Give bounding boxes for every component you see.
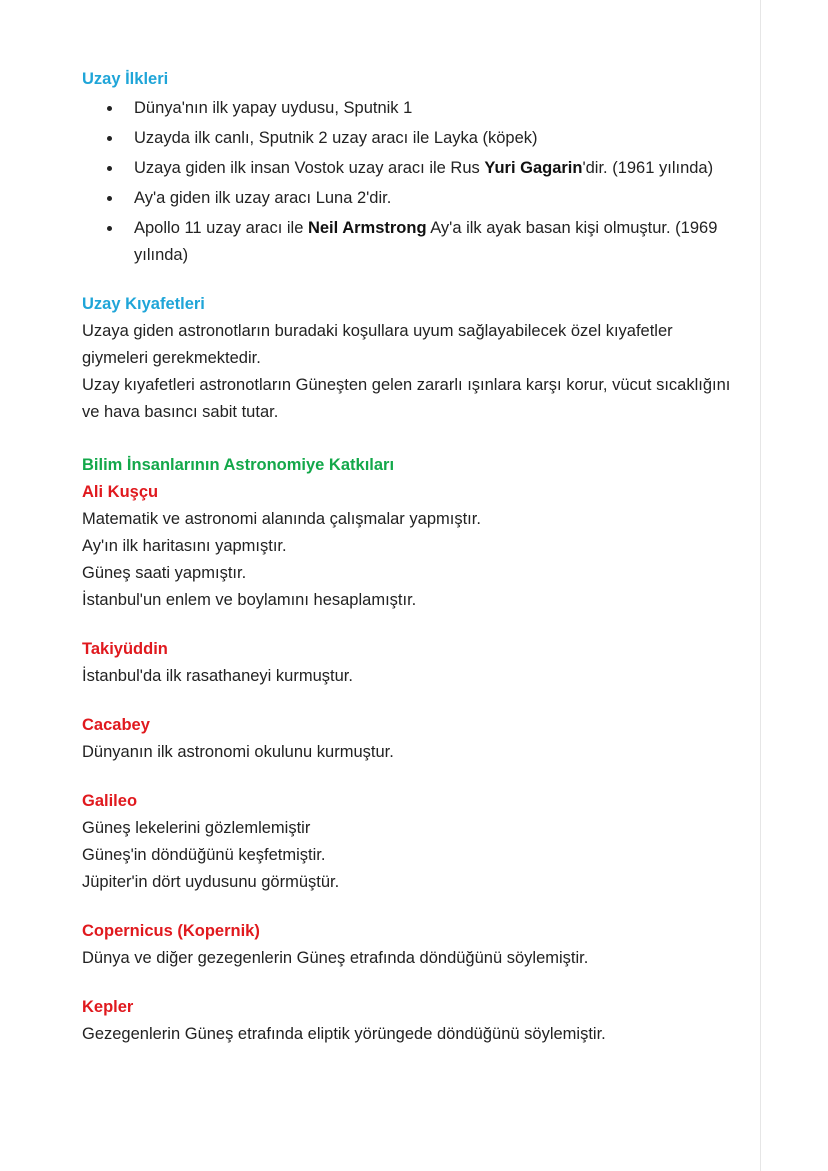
paragraph: Uzaya giden astronotların buradaki koşullara uyum sağlayabilecek özel kıyafetler giymeleri gerekmektedir. xyxy=(82,322,673,367)
section-title-uzay-kiyafetleri: Uzay Kıyafetleri xyxy=(82,295,205,313)
list-item: Uzaya giden ilk insan Vostok uzay aracı ile Rus Yuri Gagarin'dir. (1961 yılında) xyxy=(134,155,742,182)
scientist-line: Güneş'in döndüğünü keşfetmiştir. xyxy=(82,846,326,864)
section-title-bilim: Bilim İnsanlarının Astronomiye Katkıları xyxy=(82,456,395,474)
section-bilim-insanlari xyxy=(82,452,742,1048)
document-page xyxy=(82,66,742,1048)
list-item: Uzayda ilk canlı, Sputnik 2 uzay aracı ile Layka (köpek) xyxy=(134,125,742,152)
paragraph: Uzay kıyafetleri astronotların Güneşten gelen zararlı ışınlara karşı korur, vücut sıcaklığını ve hava basıncı sabit tutar. xyxy=(82,376,731,421)
page-edge-divider xyxy=(760,0,761,1171)
scientist-takiyuddin xyxy=(82,636,742,690)
list-item: Apollo 11 uzay aracı ile Neil Armstrong Ay'a ilk ayak basan kişi olmuştur. (1969 yılında) xyxy=(134,215,742,269)
bold-name: Yuri Gagarin xyxy=(484,159,583,177)
scientist-name: Galileo xyxy=(82,792,138,810)
scientist-name: Kepler xyxy=(82,998,134,1016)
scientist-line: Güneş lekelerini gözlemlemiştir xyxy=(82,819,311,837)
scientist-line: İstanbul'da ilk rasathaneyi kurmuştur. xyxy=(82,667,353,685)
scientist-copernicus xyxy=(82,918,742,972)
scientist-line: Matematik ve astronomi alanında çalışmalar yapmıştır. xyxy=(82,510,481,528)
bold-name: Neil Armstrong xyxy=(307,219,427,237)
section-title-uzay-ilkleri: Uzay İlkleri xyxy=(82,70,169,88)
scientist-line: Dünyanın ilk astronomi okulunu kurmuştur. xyxy=(82,743,394,761)
scientist-line: Ay'ın ilk haritasını yapmıştır. xyxy=(82,537,287,555)
scientist-name: Copernicus (Kopernik) xyxy=(82,922,260,940)
scientist-cacabey xyxy=(82,712,742,766)
list-item: Dünya'nın ilk yapay uydusu, Sputnik 1 xyxy=(134,95,742,122)
scientist-ali-kuscu xyxy=(82,479,742,614)
scientist-kepler xyxy=(82,994,742,1048)
section-uzay-kiyafetleri xyxy=(82,291,742,426)
scientist-name: Takiyüddin xyxy=(82,640,168,658)
section-uzay-ilkleri xyxy=(82,66,742,269)
list-item: Ay'a giden ilk uzay aracı Luna 2'dir. xyxy=(134,185,742,212)
scientist-line: Dünya ve diğer gezegenlerin Güneş etrafında döndüğünü söylemiştir. xyxy=(82,949,589,967)
scientist-galileo xyxy=(82,788,742,896)
scientist-name: Cacabey xyxy=(82,716,150,734)
scientist-name: Ali Kuşçu xyxy=(82,483,159,501)
scientist-line: Gezegenlerin Güneş etrafında eliptik yörüngede döndüğünü söylemiştir. xyxy=(82,1025,606,1043)
scientist-line: İstanbul'un enlem ve boylamını hesaplamıştır. xyxy=(82,591,417,609)
scientist-line: Güneş saati yapmıştır. xyxy=(82,564,247,582)
scientist-line: Jüpiter'in dört uydusunu görmüştür. xyxy=(82,873,340,891)
bullet-list xyxy=(82,95,742,269)
